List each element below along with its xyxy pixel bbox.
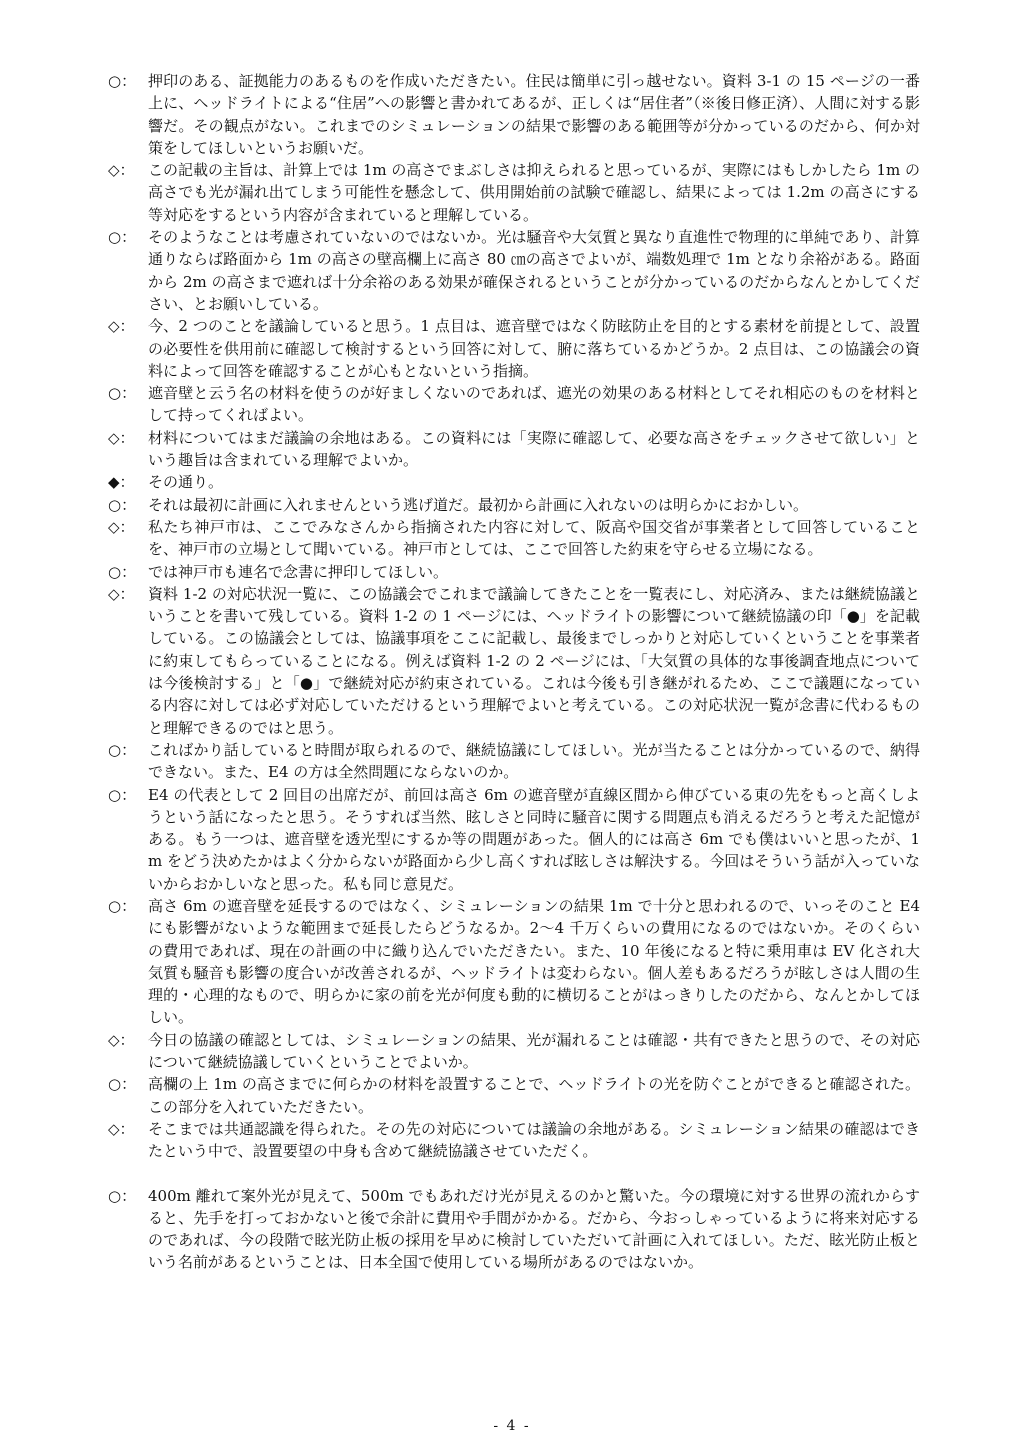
minutes-body bbox=[108, 70, 920, 1274]
speaker-marker: ○： bbox=[108, 1186, 137, 1205]
speaker-marker: ◆： bbox=[108, 473, 135, 492]
entry-text: この記載の主旨は、計算上では 1m の高さでまぶしさは抑えられると思っているが、実際にはもしかしたら 1m の高さでも光が漏れ出てしまう可能性を懸念して、供用開始前の試験で確認し、結果によっては 1.2m の高さにする等対応をするという内容が含まれていると理解している。 bbox=[148, 161, 920, 224]
entry-text: その通り。 bbox=[148, 473, 224, 492]
entry-text: こればかり話していると時間が取られるので、継続協議にしてほしい。光が当たることは分かっているので、納得できない。また、E4 の方は全然問題にならないのか。 bbox=[148, 740, 920, 782]
speaker-marker: ◇： bbox=[108, 161, 135, 180]
minutes-entry bbox=[108, 516, 920, 561]
minutes-entry bbox=[108, 583, 920, 739]
speaker-marker: ○： bbox=[108, 72, 137, 90]
speaker-marker: ○： bbox=[108, 740, 137, 759]
minutes-entry bbox=[108, 895, 920, 1029]
minutes-entry bbox=[108, 1073, 920, 1118]
minutes-entry bbox=[108, 382, 920, 427]
entry-text: 400m 離れて案外光が見えて、500m でもあれだけ光が見えるのかと驚いた。今の環境に対する世界の流れからすると、先手を打っておかないと後で余計に費用や手間がかかる。だから、今おっしゃっているように将来対応するのであれば、今の段階で眩光防止板の採用を早めに検討していただいて計画に入れてほしい。ただ、眩光防止板という名前があるということは、日本全国で使用している場所があるのではないか。 bbox=[148, 1186, 920, 1272]
speaker-marker: ◇： bbox=[108, 584, 135, 603]
entry-text: 今、2 つのことを議論していると思う。1 点目は、遮音壁ではなく防眩防止を目的とする素材を前提として、設置の必要性を供用前に確認して検討するという回答に対して、腑に落ちているかどうか。2 点目は、この協議会の資料によって回答を確認することが心もとないという指摘。 bbox=[148, 317, 920, 380]
minutes-entry bbox=[108, 471, 920, 493]
speaker-marker: ○： bbox=[108, 896, 137, 915]
speaker-marker: ◇： bbox=[108, 1030, 135, 1049]
minutes-entry bbox=[108, 494, 920, 516]
minutes-entry bbox=[108, 1185, 920, 1274]
speaker-marker: ◇： bbox=[108, 428, 135, 447]
entry-text: 材料についてはまだ議論の余地はある。この資料には「実際に確認して、必要な高さをチェックさせて欲しい」という趣旨は含まれている理解でよいか。 bbox=[148, 428, 920, 470]
entry-text: 資料 1-2 の対応状況一覧に、この協議会でこれまで議論してきたことを一覧表にし、対応済み、または継続協議ということを書いて残している。資料 1-2 の 1 ページには、ヘッドライトの影響について継続協議の印「●」を記載している。この協議会としては、協議事項をここに記載し、最後までしっかりと対応していくということを事業者に約束してもらっていることになる。例えば資料 1-2 の 2 ページには、「大気質の具体的な事後調査地点については今後検討する」と「●」で継続対応が約束されている。これは今後も引き継がれるため、ここで議題になっている内容に対しては必ず対応していただけるという理解でよいと考えている。この対応状況一覧が念書に代わるものと理解できるのではと思う。 bbox=[148, 584, 920, 737]
speaker-marker: ○： bbox=[108, 384, 137, 403]
speaker-marker: ○： bbox=[108, 495, 137, 514]
speaker-marker: ○： bbox=[108, 1075, 137, 1094]
minutes-entry bbox=[108, 315, 920, 382]
minutes-entry bbox=[108, 70, 920, 159]
minutes-entry bbox=[108, 1118, 920, 1163]
speaker-marker: ○： bbox=[108, 562, 137, 581]
speaker-marker: ◇： bbox=[108, 517, 135, 536]
entry-text: 高欄の上 1m の高さまでに何らかの材料を設置することで、ヘッドライトの光を防ぐことができると確認された。この部分を入れていただきたい。 bbox=[148, 1075, 920, 1116]
minutes-entry bbox=[108, 784, 920, 895]
entry-text: それは最初に計画に入れませんという逃げ道だ。最初から計画に入れないのは明らかにおかしい。 bbox=[148, 495, 809, 514]
page-number: - 4 - bbox=[493, 1418, 531, 1434]
entry-text: 今日の協議の確認としては、シミュレーションの結果、光が漏れることは確認・共有できたと思うので、その対応について継続協議していくということでよいか。 bbox=[148, 1030, 920, 1072]
speaker-marker: ○： bbox=[108, 228, 137, 247]
speaker-marker: ◇： bbox=[108, 317, 135, 336]
minutes-entry bbox=[108, 1029, 920, 1074]
speaker-marker: ◇： bbox=[108, 1119, 135, 1138]
minutes-entry bbox=[108, 739, 920, 784]
entry-text: 押印のある、証拠能力のあるものを作成いただきたい。住民は簡単に引っ越せない。資料 3-1 の 15 ページの一番上に、ヘッドライトによる“住居”への影響と書かれてあるが、正しくは“居住者”（※後日修正済）、人間に対する影響だ。その観点がない。これまでのシミュレーションの結果で影響のある範囲等が分かっているのだから、何か対策をしてほしいというお願いだ。 bbox=[148, 72, 920, 157]
minutes-entry bbox=[108, 427, 920, 472]
entry-text: 私たち神戸市は、ここでみなさんから指摘された内容に対して、阪高や国交省が事業者として回答していることを、神戸市の立場として聞いている。神戸市としては、ここで回答した約束を守らせる立場になる。 bbox=[148, 517, 920, 559]
entry-text: そのようなことは考慮されていないのではないか。光は騒音や大気質と異なり直進性で物理的に単純であり、計算通りならば路面から 1m の高さの壁高欄上に高さ 80 ㎝の高さでよいが、端数処理で 1m となり余裕がある。路面から 2m の高さまで遮れば十分余裕のある効果が確保されるということが分かっているのだからなんとかしてください、とお願いしている。 bbox=[148, 228, 920, 313]
entry-text: 遮音壁と云う名の材料を使うのが好ましくないのであれば、遮光の効果のある材料としてそれ相応のものを材料として持ってくればよい。 bbox=[148, 384, 920, 425]
minutes-entry bbox=[108, 226, 920, 315]
minutes-entry bbox=[108, 159, 920, 226]
entry-text: では神戸市も連名で念書に押印してほしい。 bbox=[148, 562, 449, 581]
entry-text: 高さ 6m の遮音壁を延長するのではなく、シミュレーションの結果 1m で十分と思われるので、いっそのこと E4 にも影響がないような範囲まで延長したらどうなるか。2～4 千万くらいの費用になるのではないか。そのくらいの費用であれば、現在の計画の中に織り込んでいただきたい。また、10 年後になると特に乗用車は EV 化され大気質も騒音も影響の度合いが改善されるが、ヘッドライトは変わらない。個人差もあるだろうが眩しさは人間の生理的・心理的なもので、明らかに家の前を光が何度も動的に横切ることがはっきりしたのだから、なんとかしてほしい。 bbox=[148, 896, 920, 1027]
speaker-marker: ○： bbox=[108, 785, 137, 804]
entry-text: そこまでは共通認識を得られた。その先の対応については議論の余地がある。シミュレーション結果の確認はできたという中で、設置要望の中身も含めて継続協議させていただく。 bbox=[148, 1119, 920, 1161]
minutes-entry bbox=[108, 561, 920, 583]
entry-text: E4 の代表として 2 回目の出席だが、前回は高さ 6m の遮音壁が直線区間から伸びている東の先をもっと高くしようという話になったと思う。そうすれば当然、眩しさと同時に騒音に関する問題点も消えるだろうと考えた記憶がある。もう一つは、遮音壁を透光型にするか等の問題があった。個人的には高さ 6m でも僕はいいと思ったが、1m をどう決めたかはよく分からないが路面から少し高くすれば眩しさは解決する。今回はそういう話が入っていないからおかしいなと思った。私も同じ意見だ。 bbox=[148, 785, 920, 893]
